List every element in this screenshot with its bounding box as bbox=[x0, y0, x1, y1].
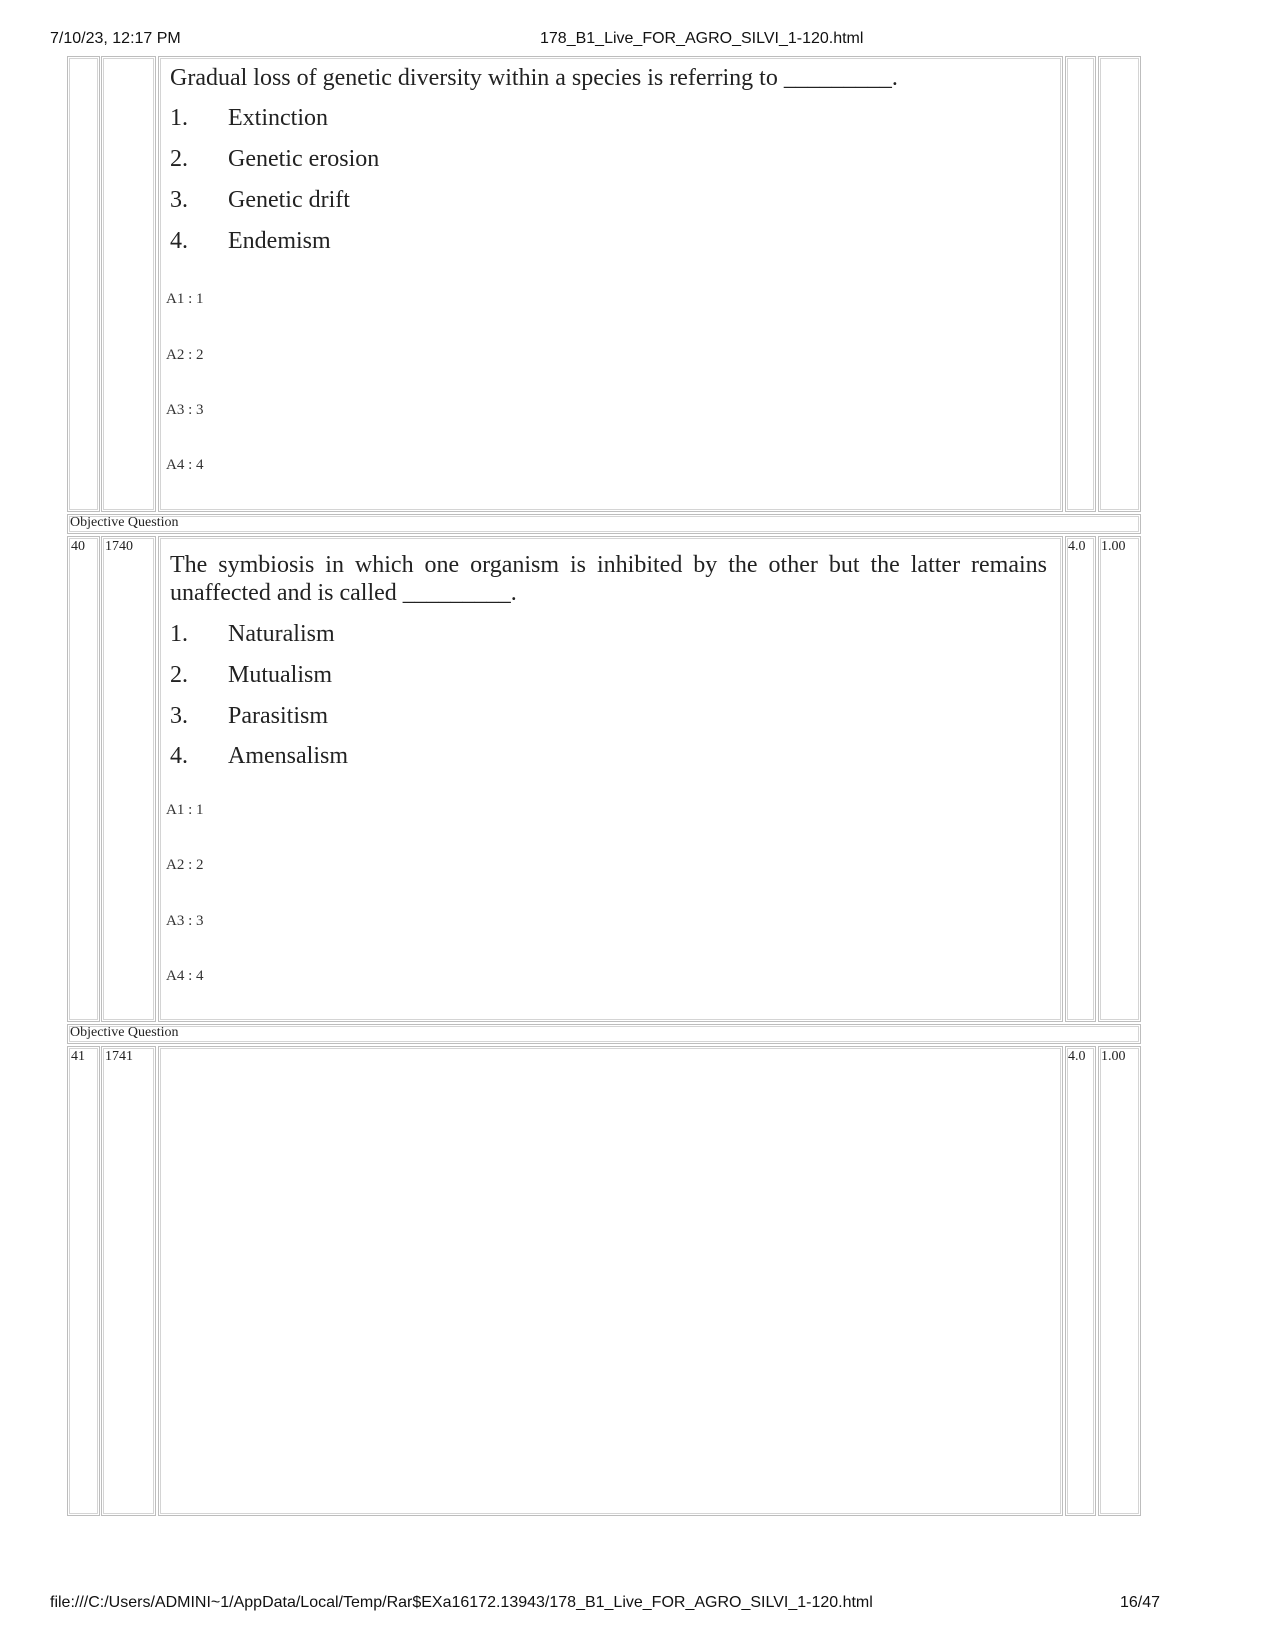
q41-type-label: Objective Question bbox=[70, 1025, 179, 1040]
q41-sno-cell bbox=[67, 1046, 100, 1516]
q39-marks-cell bbox=[1065, 56, 1096, 512]
q40-question-line-1: The symbiosis in which one organism is inhibited by the other but the latter remains bbox=[170, 552, 1047, 578]
q41-marks-cell bbox=[1065, 1046, 1096, 1516]
q40-qid-cell bbox=[101, 536, 156, 1022]
q40-answer-3: A3 : 3 bbox=[166, 913, 204, 929]
q40-type-label: Objective Question bbox=[70, 515, 179, 530]
q39-option-2-label: Genetic erosion bbox=[228, 146, 380, 172]
q41-negative-marks: 1.00 bbox=[1101, 1049, 1126, 1064]
q40-option-2-num: 2. bbox=[170, 662, 188, 688]
q40-option-4-label: Amensalism bbox=[228, 743, 348, 769]
q39-question-text: Gradual loss of genetic diversity within a species is referring to _________. bbox=[170, 65, 898, 91]
q39-option-4-label: Endemism bbox=[228, 228, 331, 254]
q39-answer-2: A2 : 2 bbox=[166, 347, 204, 363]
q41-type-row bbox=[67, 1024, 1141, 1044]
q39-option-3-label: Genetic drift bbox=[228, 187, 350, 213]
file-path: file:///C:/Users/ADMINI~1/AppData/Local/Temp/Rar$EXa16172.13943/178_B1_Live_FOR_AGRO_SILVI_1-120.html bbox=[50, 1594, 873, 1611]
q39-qid-cell bbox=[101, 56, 156, 512]
q39-option-1-num: 1. bbox=[170, 105, 188, 131]
q40-negative-marks: 1.00 bbox=[1101, 539, 1126, 554]
q40-marks-cell bbox=[1065, 536, 1096, 1022]
q41-qid-cell bbox=[101, 1046, 156, 1516]
q40-question-id: 1740 bbox=[105, 539, 133, 554]
q41-question-cell bbox=[158, 1046, 1063, 1516]
q39-option-4-num: 4. bbox=[170, 228, 188, 254]
q40-option-2-label: Mutualism bbox=[228, 662, 333, 688]
q40-answer-2: A2 : 2 bbox=[166, 857, 204, 873]
q39-sno-cell bbox=[67, 56, 100, 512]
q40-option-1-num: 1. bbox=[170, 621, 188, 647]
q39-answer-3: A3 : 3 bbox=[166, 402, 204, 418]
q40-option-3-num: 3. bbox=[170, 703, 188, 729]
q40-answer-4: A4 : 4 bbox=[166, 968, 204, 984]
q40-negative-cell bbox=[1098, 536, 1141, 1022]
q39-option-3-num: 3. bbox=[170, 187, 188, 213]
q40-option-1-label: Naturalism bbox=[228, 621, 335, 647]
q40-serial-number: 40 bbox=[71, 539, 85, 554]
q40-option-3-label: Parasitism bbox=[228, 703, 328, 729]
q39-answer-1: A1 : 1 bbox=[166, 291, 204, 307]
q40-question-cell bbox=[158, 536, 1063, 1022]
q40-option-4-num: 4. bbox=[170, 743, 188, 769]
q41-question-id: 1741 bbox=[105, 1049, 133, 1064]
q39-answer-4: A4 : 4 bbox=[166, 457, 204, 473]
q40-sno-cell bbox=[67, 536, 100, 1022]
document-title: 178_B1_Live_FOR_AGRO_SILVI_1-120.html bbox=[540, 30, 864, 47]
q41-negative-cell bbox=[1098, 1046, 1141, 1516]
q39-negative-cell bbox=[1098, 56, 1141, 512]
q40-answer-1: A1 : 1 bbox=[166, 802, 204, 818]
q39-option-2-num: 2. bbox=[170, 146, 188, 172]
q40-marks: 4.0 bbox=[1068, 539, 1086, 554]
q40-type-row bbox=[67, 514, 1141, 534]
page-number: 16/47 bbox=[1120, 1594, 1161, 1611]
q41-marks: 4.0 bbox=[1068, 1049, 1086, 1064]
q41-serial-number: 41 bbox=[71, 1049, 85, 1064]
print-datetime: 7/10/23, 12:17 PM bbox=[50, 30, 181, 47]
q40-question-line-2: unaffected and is called _________. bbox=[170, 580, 517, 606]
q39-option-1-label: Extinction bbox=[228, 105, 328, 131]
